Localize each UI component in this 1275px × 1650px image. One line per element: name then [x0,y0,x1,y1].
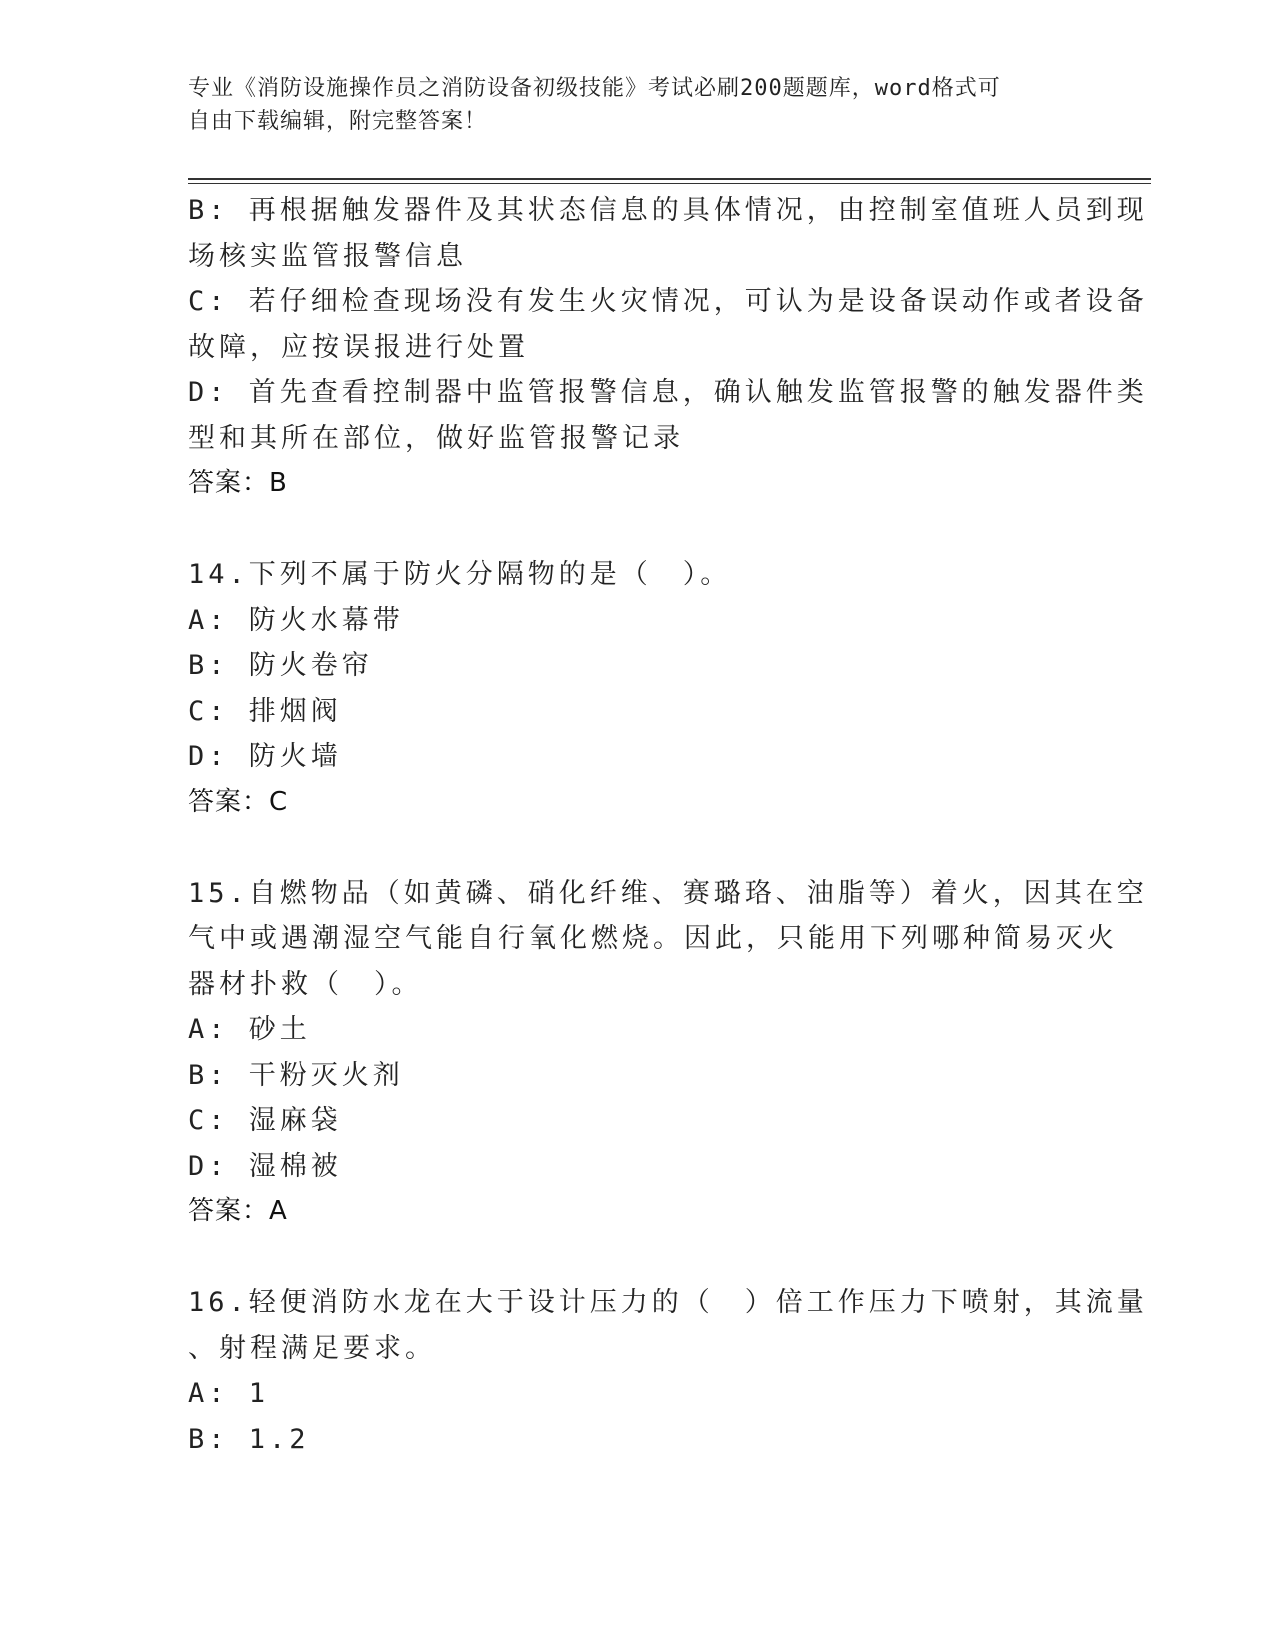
option-b-line2: 场核实监管报警信息 [188,240,467,272]
answer-label: 答案：A [188,1196,288,1226]
option-a: A: 防火水幕带 [188,604,404,636]
option-d-line1: D: 首先查看控制器中监管报警信息，确认触发监管报警的触发器件类 [188,377,1148,408]
question-16 [188,1280,1148,1462]
spacer [188,507,1088,553]
question-stem-line2: 、射程满足要求。 [188,1332,436,1364]
question-stem-line1: 16.轻便消防水龙在大于设计压力的（ ）倍工作压力下喷射，其流量 [188,1287,1148,1318]
header-divider-thick [188,178,1151,180]
option-b-line1: B: 再根据触发器件及其状态信息的具体情况，由控制室值班人员到现 [188,195,1148,226]
header-divider-thin [188,183,1151,184]
spacer [188,825,1088,871]
answer-label: 答案：C [188,786,289,817]
option-d: D: 湿棉被 [188,1150,342,1182]
question-stem-line3: 器材扑救（ ）。 [188,968,423,1000]
question-stem-line2: 气中或遇潮湿空气能自行氧化燃烧。因此，只能用下列哪种简易灭火 [188,923,1118,954]
option-b: B: 1.2 [188,1423,310,1455]
option-a: A: 砂土 [188,1014,311,1045]
option-d: D: 防火墙 [188,741,342,772]
question-stem: 14.下列不属于防火分隔物的是（ ）。 [188,559,732,590]
spacer [188,1235,1088,1281]
option-c: C: 排烟阀 [188,695,342,727]
option-c-line2: 故障，应按误报进行处置 [188,331,529,363]
question-stem-line1: 15.自燃物品（如黄磷、硝化纤维、赛璐珞、油脂等）着火，因其在空 [188,877,1148,909]
header-title-line1: 专业《消防设施操作员之消防设备初级技能》考试必刷200题题库，word格式可 [188,76,1001,101]
document-header [188,72,1068,138]
header-title-line2: 自由下载编辑，附完整答案！ [188,109,488,134]
option-c: C: 湿麻袋 [188,1105,342,1136]
question-15 [188,871,1148,1235]
option-b: B: 防火卷帘 [188,650,373,681]
option-c-line1: C: 若仔细检查现场没有发生火灾情况，可认为是设备误动作或者设备 [188,286,1148,317]
question-14 [188,552,1088,825]
question-13-continued [188,188,1148,507]
question-content [188,188,1148,1462]
option-d-line2: 型和其所在部位，做好监管报警记录 [188,422,684,454]
option-b: B: 干粉灭火剂 [188,1059,404,1091]
answer-label: 答案：B [188,468,288,498]
option-a: A: 1 [188,1378,270,1409]
